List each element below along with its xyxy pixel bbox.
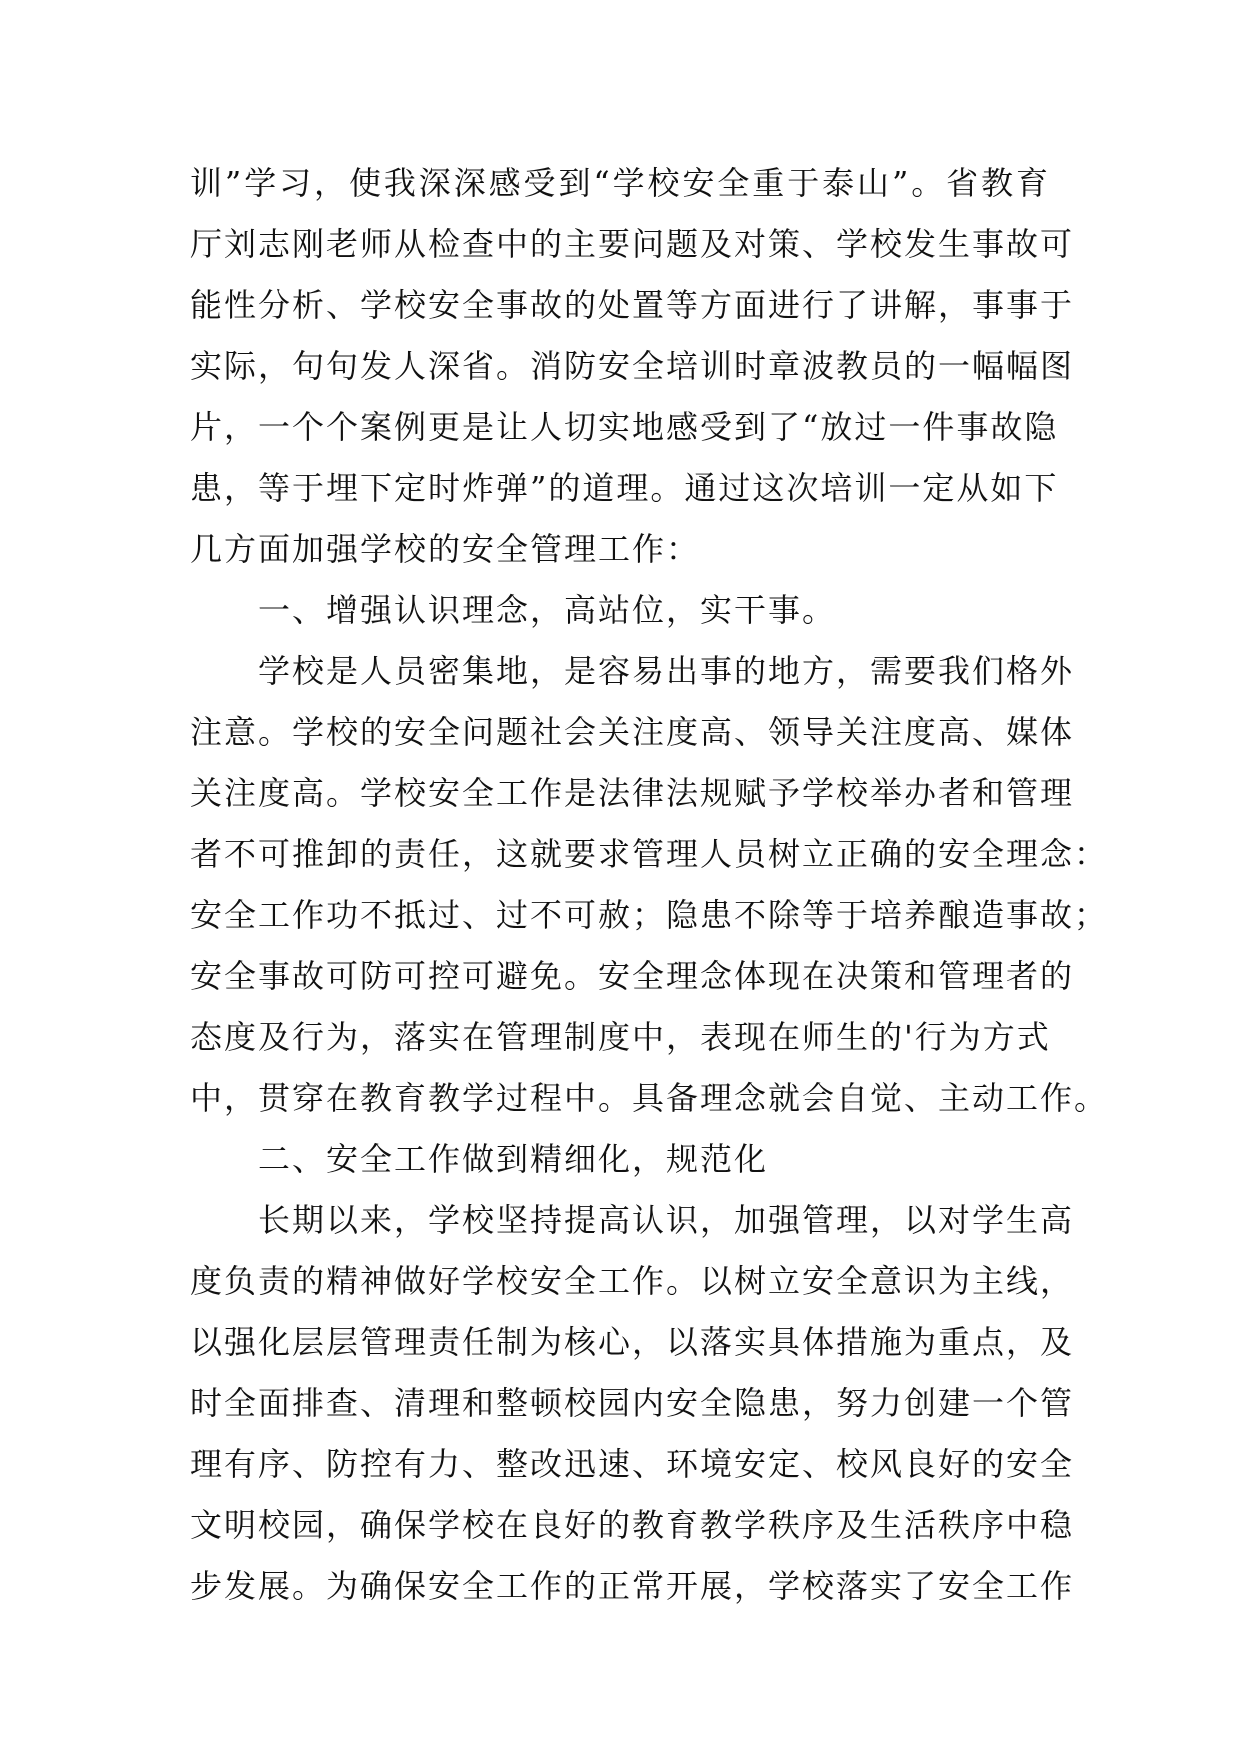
section-heading-1: 一、增强认识理念，高站位，实干事。 [258,591,837,629]
text-line: 安全事故可防可控可避免。安全理念体现在决策和管理者的 [190,957,1075,995]
text-line: 以强化层层管理责任制为核心，以落实具体措施为重点，及 [190,1323,1075,1361]
text-line: 实际，句句发人深省。消防安全培训时章波教员的一幅幅图 [190,347,1075,385]
text-line: 厅刘志刚老师从检查中的主要问题及对策、学校发生事故可 [190,225,1075,263]
text-line: 度负责的精神做好学校安全工作。以树立安全意识为主线， [190,1262,1075,1300]
text-line: 注意。学校的安全问题社会关注度高、领导关注度高、媒体 [190,713,1075,751]
text-line: 文明校园，确保学校在良好的教育教学秩序及生活秩序中稳 [190,1506,1075,1544]
text-line: 训”学习，使我深深感受到“学校安全重于泰山”。省教育 [190,164,1050,202]
text-line: 片，一个个案例更是让人切实地感受到了“放过一件事故隐 [190,408,1059,446]
text-line: 态度及行为，落实在管理制度中，表现在师生的'行为方式 [190,1018,1051,1056]
text-line: 者不可推卸的责任，这就要求管理人员树立正确的安全理念： [190,835,1109,873]
text-line: 中，贯穿在教育教学过程中。具备理念就会自觉、主动工作。 [190,1079,1109,1117]
text-line: 安全工作功不抵过、过不可赦；隐患不除等于培养酿造事故； [190,896,1109,934]
text-line: 学校是人员密集地，是容易出事的地方，需要我们格外 [258,652,1075,690]
section-heading-2: 二、安全工作做到精细化，规范化 [258,1140,769,1178]
text-line: 关注度高。学校安全工作是法律法规赋予学校举办者和管理 [190,774,1075,812]
text-line: 时全面排查、清理和整顿校园内安全隐患，努力创建一个管 [190,1384,1075,1422]
text-line: 步发展。为确保安全工作的正常开展，学校落实了安全工作 [190,1567,1075,1605]
text-line: 长期以来，学校坚持提高认识，加强管理，以对学生高 [258,1201,1075,1239]
text-line: 几方面加强学校的安全管理工作： [190,530,701,568]
text-line: 能性分析、学校安全事故的处置等方面进行了讲解，事事于 [190,286,1075,324]
text-line: 理有序、防控有力、整改迅速、环境安定、校风良好的安全 [190,1445,1075,1483]
document-body [190,153,1109,1617]
text-line: 患，等于埋下定时炸弹”的道理。通过这次培训一定从如下 [190,469,1059,507]
